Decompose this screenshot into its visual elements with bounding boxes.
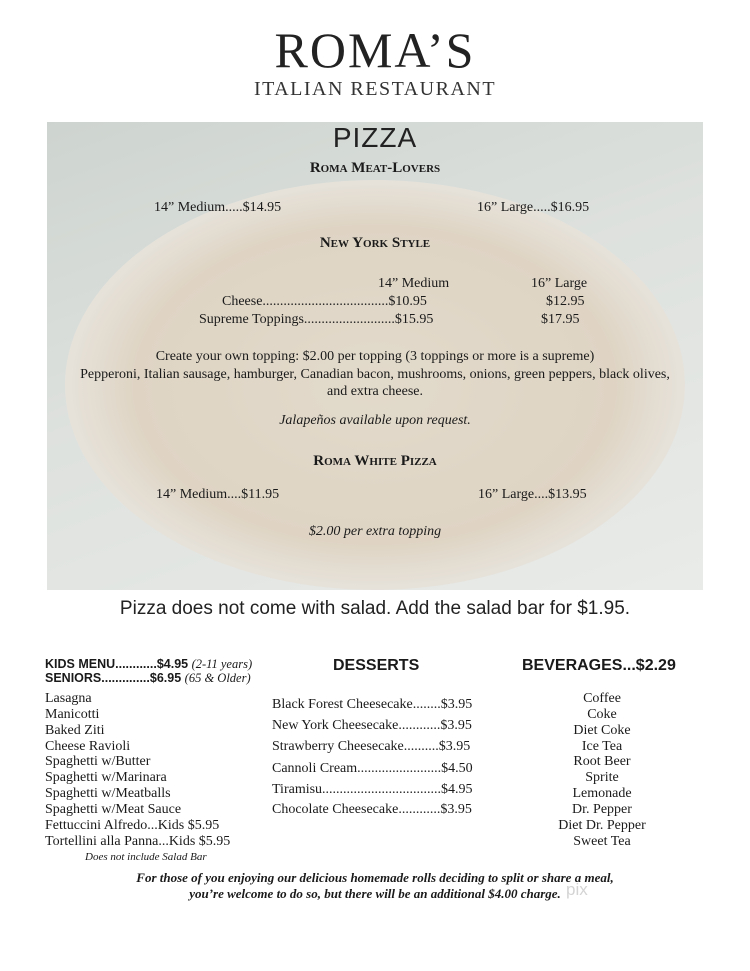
dessert-item: Cannoli Cream........................$4.50 — [272, 761, 473, 776]
beverage-item: Coke — [587, 707, 617, 722]
kids-item: Tortellini alla Panna...Kids $5.95 — [45, 834, 231, 849]
kids-item: Spaghetti w/Marinara — [45, 770, 167, 785]
pizza-heading: PIZZA — [332, 122, 418, 153]
toppings-list-end: and extra cheese. — [327, 384, 423, 399]
beverage-item: Coffee — [583, 691, 621, 706]
beverage-item: Diet Dr. Pepper — [558, 818, 646, 833]
meat-lovers-medium: 14” Medium.....$14.95 — [154, 200, 282, 215]
white-pizza-large: 16” Large....$13.95 — [478, 487, 587, 502]
cheese-price-medium: Cheese....................................$10.95 — [222, 294, 427, 309]
kids-menu-header — [45, 657, 252, 672]
dessert-item: Strawberry Cheesecake..........$3.95 — [272, 739, 471, 754]
seniors-label: SENIORS..............$6.95 — [45, 671, 182, 685]
new-york-col-medium: 14” Medium — [378, 276, 450, 291]
kids-age-range: (2-11 years) — [191, 657, 253, 671]
beverage-item: Diet Coke — [573, 723, 631, 738]
create-topping-line: Create your own topping: $2.00 per topping (3 toppings or more is a supreme) — [155, 349, 595, 364]
kids-item: Lasagna — [45, 691, 92, 706]
kids-item: Baked Ziti — [45, 723, 105, 738]
beverage-item: Sweet Tea — [573, 834, 631, 849]
toppings-list-line: Pepperoni, Italian sausage, hamburger, Canadian bacon, mushrooms, onions, green peppers, black olives, — [80, 367, 670, 382]
salad-bar-note: Does not include Salad Bar — [85, 851, 207, 863]
kids-item: Fettuccini Alfredo...Kids $5.95 — [45, 818, 220, 833]
kids-item: Spaghetti w/Meatballs — [45, 786, 171, 801]
kids-item: Spaghetti w/Meat Sauce — [45, 802, 182, 817]
beverage-item: Root Beer — [573, 754, 631, 769]
dessert-item: Black Forest Cheesecake........$3.95 — [272, 697, 473, 712]
restaurant-subtitle: ITALIAN RESTAURANT — [253, 78, 497, 100]
beverage-item: Dr. Pepper — [572, 802, 632, 817]
beverage-item: Lemonade — [572, 786, 632, 801]
desserts-heading: DESSERTS — [333, 657, 420, 674]
white-pizza-title: Roma White Pizza — [313, 453, 437, 469]
seniors-header — [45, 671, 251, 686]
salad-note: Pizza does not come with salad. Add the salad bar for $1.95. — [119, 598, 631, 619]
new-york-title: New York Style — [319, 235, 431, 251]
new-york-col-large: 16” Large — [531, 276, 588, 291]
beverages-heading: BEVERAGES...$2.29 — [522, 657, 676, 674]
beverage-item: Ice Tea — [581, 739, 623, 754]
kids-item: Spaghetti w/Butter — [45, 754, 151, 769]
cheese-price-large: $12.95 — [546, 294, 585, 309]
meat-lovers-title: Roma Meat-Lovers — [309, 160, 441, 176]
jalapenos-note: Jalapeños available upon request. — [279, 413, 471, 428]
supreme-price-large: $17.95 — [541, 312, 580, 327]
footer-note-line2: you’re welcome to do so, but there will be an additional $4.00 charge. — [189, 886, 561, 901]
beverage-item: Sprite — [585, 770, 619, 785]
watermark: pix — [566, 880, 588, 899]
supreme-price-medium: Supreme Toppings..........................$15.95 — [199, 312, 434, 327]
extra-topping-note: $2.00 per extra topping — [308, 524, 442, 539]
kids-item: Manicotti — [45, 707, 100, 722]
seniors-age-range: (65 & Older) — [184, 671, 251, 685]
kids-item: Cheese Ravioli — [45, 739, 131, 754]
footer-note-line1: For those of you enjoying our delicious homemade rolls deciding to split or share a meal, — [136, 870, 614, 885]
dessert-item: New York Cheesecake............$3.95 — [272, 718, 472, 733]
restaurant-name: ROMA’S — [274, 22, 476, 78]
dessert-item: Chocolate Cheesecake............$3.95 — [272, 802, 472, 817]
meat-lovers-large: 16” Large.....$16.95 — [477, 200, 590, 215]
white-pizza-medium: 14” Medium....$11.95 — [156, 487, 280, 502]
dessert-item: Tiramisu..................................$4.95 — [272, 782, 473, 797]
kids-menu-label: KIDS MENU............$4.95 — [45, 657, 189, 671]
